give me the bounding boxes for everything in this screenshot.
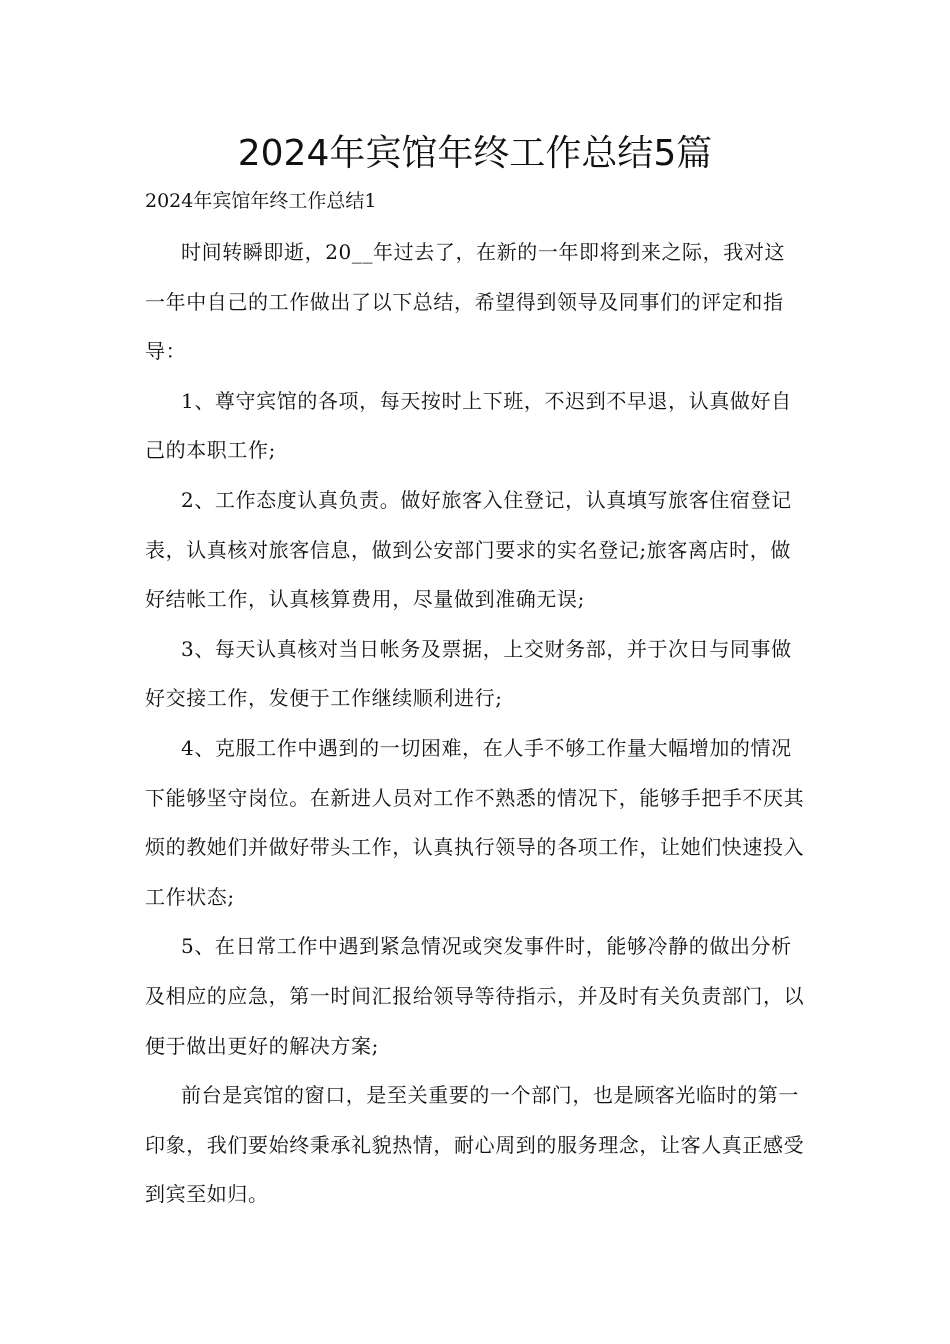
paragraph-item-5: 5、在日常工作中遇到紧急情况或突发事件时，能够冷静的做出分析及相应的应急，第一时间汇报给领导等待指示，并及时有关负责部门，以便于做出更好的解决方案;	[145, 934, 805, 1058]
document-body	[145, 228, 805, 1220]
paragraph-closing: 前台是宾馆的窗口，是至关重要的一个部门，也是顾客光临时的第一印象，我们要始终秉承礼貌热情，耐心周到的服务理念，让客人真正感受到宾至如归。	[145, 1083, 805, 1207]
paragraph-item-4: 4、克服工作中遇到的一切困难，在人手不够工作量大幅增加的情况下能够坚守岗位。在新进人员对工作不熟悉的情况下，能够手把手不厌其烦的教她们并做好带头工作，认真执行领导的各项工作，让她们快速投入工作状态;	[145, 735, 805, 909]
paragraph-item-1: 1、尊守宾馆的各项，每天按时上下班，不迟到不早退，认真做好自己的本职工作;	[145, 388, 792, 463]
paragraph-item-2: 2、工作态度认真负责。做好旅客入住登记，认真填写旅客住宿登记表，认真核对旅客信息，做到公安部门要求的实名登记;旅客离店时，做好结帐工作，认真核算费用，尽量做到准确无误;	[145, 487, 792, 612]
section-heading: 2024年宾馆年终工作总结1	[145, 190, 377, 212]
paragraph-item-3: 3、每天认真核对当日帐务及票据，上交财务部，并于次日与同事做好交接工作，发便于工作继续顺利进行;	[145, 636, 792, 711]
paragraph-intro: 时间转瞬即逝，20__年过去了，在新的一年即将到来之际，我对这一年中自己的工作做出了以下总结，希望得到领导及同事们的评定和指导：	[145, 240, 786, 364]
document-title: 2024年宾馆年终工作总结5篇	[237, 133, 713, 174]
